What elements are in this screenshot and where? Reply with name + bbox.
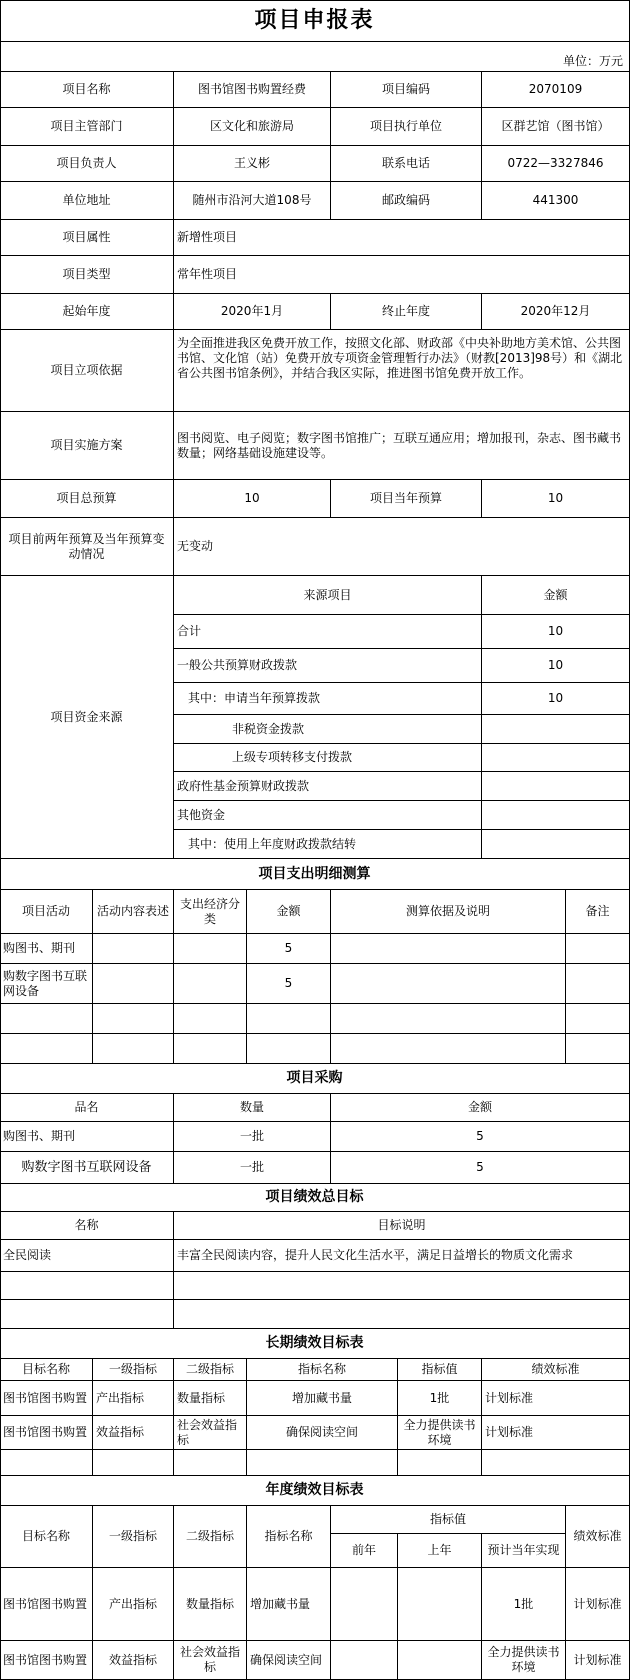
annual-prev1 <box>398 1641 482 1680</box>
goal-desc <box>174 1300 630 1329</box>
expense-basis <box>331 1004 566 1034</box>
longterm-value <box>398 1450 482 1476</box>
annual-current: 全力提供读书环境 <box>482 1641 566 1680</box>
expense-header: 备注 <box>566 890 630 934</box>
annual-l2: 数量指标 <box>174 1568 247 1641</box>
funds-row-name: 合计 <box>174 615 482 649</box>
goal-name <box>0 1300 174 1329</box>
funds-row-amount <box>482 830 630 859</box>
funds-amount-header: 金额 <box>482 576 630 615</box>
expense-content <box>93 964 174 1004</box>
expense-amount: 5 <box>247 934 331 964</box>
goal-header: 名称 <box>0 1212 174 1240</box>
funds-row-name: 上级专项转移支付拨款 <box>174 744 482 772</box>
attribute-value: 新增性项目 <box>174 220 630 256</box>
phone-value: 0722—3327846 <box>482 146 630 182</box>
goal-desc <box>174 1272 630 1300</box>
expense-basis <box>331 934 566 964</box>
longterm-l2: 社会效益指标 <box>174 1416 247 1450</box>
start-year-label: 起始年度 <box>0 294 174 330</box>
funds-row-amount <box>482 715 630 744</box>
longterm-header: 目标名称 <box>0 1359 93 1381</box>
total-budget-value: 10 <box>174 480 331 518</box>
annual-header-prev2: 前年 <box>331 1534 398 1568</box>
total-budget-label: 项目总预算 <box>0 480 174 518</box>
goal-name: 全民阅读 <box>0 1240 174 1272</box>
annual-header-l1: 一级指标 <box>93 1506 174 1568</box>
expense-content <box>93 1004 174 1034</box>
expense-activity: 购图书、期刊 <box>0 934 93 964</box>
annual-target: 图书馆图书购置 <box>0 1641 93 1680</box>
project-name-value: 图书馆图书购置经费 <box>174 72 331 108</box>
basis-label: 项目立项依据 <box>0 330 174 412</box>
annual-indicator: 增加藏书量 <box>247 1568 331 1641</box>
project-name-label: 项目名称 <box>0 72 174 108</box>
end-year-label: 终止年度 <box>331 294 482 330</box>
funds-row-name: 其中：使用上年度财政拨款结转 <box>174 830 482 859</box>
project-code-value: 2070109 <box>482 72 630 108</box>
annual-header-prev1: 上年 <box>398 1534 482 1568</box>
goal-header: 目标说明 <box>174 1212 630 1240</box>
annual-prev1 <box>398 1568 482 1641</box>
funds-row-amount: 10 <box>482 649 630 683</box>
end-year-value: 2020年12月 <box>482 294 630 330</box>
zip-label: 邮政编码 <box>331 182 482 220</box>
longterm-standard: 计划标准 <box>482 1416 630 1450</box>
phone-label: 联系电话 <box>331 146 482 182</box>
expense-basis <box>331 964 566 1004</box>
expense-category <box>174 1034 247 1064</box>
longterm-value: 1批 <box>398 1381 482 1416</box>
address-value: 随州市沿河大道108号 <box>174 182 331 220</box>
annual-prev2 <box>331 1568 398 1641</box>
annual-current: 1批 <box>482 1568 566 1641</box>
annual-header-l2: 二级指标 <box>174 1506 247 1568</box>
funds-source-header: 来源项目 <box>174 576 482 615</box>
longterm-l1 <box>93 1450 174 1476</box>
funds-row-amount <box>482 772 630 801</box>
leader-value: 王义彬 <box>174 146 331 182</box>
expense-note <box>566 964 630 1004</box>
expense-category <box>174 964 247 1004</box>
expense-content <box>93 1034 174 1064</box>
goal-section-title: 项目绩效总目标 <box>0 1184 630 1212</box>
expense-category <box>174 1004 247 1034</box>
annual-prev2 <box>331 1641 398 1680</box>
zip-value: 441300 <box>482 182 630 220</box>
annual-header-value: 指标值 <box>331 1506 566 1534</box>
basis-value: 为全面推进我区免费开放工作，按照文化部、财政部《中央补助地方美术馆、公共图书馆、文化馆（站）免费开放专项资金管理暂行办法》（财教[2013]98号）和《湖北省公共图书馆条例》，并结合我区实际，推进图书馆免费开放工作。 <box>174 330 630 412</box>
annual-indicator: 确保阅读空间 <box>247 1641 331 1680</box>
annual-section-title: 年度绩效目标表 <box>0 1476 630 1506</box>
annual-header-standard: 绩效标准 <box>566 1506 630 1568</box>
procure-qty: 一批 <box>174 1152 331 1184</box>
procure-qty: 一批 <box>174 1122 331 1152</box>
expense-activity <box>0 1034 93 1064</box>
expense-header: 支出经济分类 <box>174 890 247 934</box>
funds-row-name: 一般公共预算财政拨款 <box>174 649 482 683</box>
form-title: 项目申报表 <box>0 0 630 42</box>
annual-target: 图书馆图书购置 <box>0 1568 93 1641</box>
unit-label: 单位：万元 <box>0 42 630 72</box>
annual-header-current: 预计当年实现 <box>482 1534 566 1568</box>
address-label: 单位地址 <box>0 182 174 220</box>
annual-header-indicator: 指标名称 <box>247 1506 331 1568</box>
expense-activity <box>0 1004 93 1034</box>
expense-activity: 购数字图书互联网设备 <box>0 964 93 1004</box>
longterm-header: 绩效标准 <box>482 1359 630 1381</box>
expense-amount <box>247 1034 331 1064</box>
longterm-header: 指标值 <box>398 1359 482 1381</box>
longterm-l2 <box>174 1450 247 1476</box>
longterm-indicator: 增加藏书量 <box>247 1381 398 1416</box>
expense-amount: 5 <box>247 964 331 1004</box>
annual-header-target: 目标名称 <box>0 1506 93 1568</box>
goal-desc: 丰富全民阅读内容，提升人民文化生活水平，满足日益增长的物质文化需求 <box>174 1240 630 1272</box>
annual-standard: 计划标准 <box>566 1568 630 1641</box>
expense-category <box>174 934 247 964</box>
expense-note <box>566 1034 630 1064</box>
procure-item: 购图书、期刊 <box>0 1122 174 1152</box>
longterm-l2: 数量指标 <box>174 1381 247 1416</box>
procure-header: 数量 <box>174 1094 331 1122</box>
expense-note <box>566 1004 630 1034</box>
expense-header: 金额 <box>247 890 331 934</box>
procure-amount: 5 <box>331 1152 630 1184</box>
expense-content <box>93 934 174 964</box>
procure-header: 品名 <box>0 1094 174 1122</box>
exec-unit-value: 区群艺馆（图书馆） <box>482 108 630 146</box>
expense-basis <box>331 1034 566 1064</box>
exec-unit-label: 项目执行单位 <box>331 108 482 146</box>
funds-label: 项目资金来源 <box>0 576 174 859</box>
longterm-standard: 计划标准 <box>482 1381 630 1416</box>
funds-row-name: 其他资金 <box>174 801 482 830</box>
procure-item: 购数字图书互联网设备 <box>0 1152 174 1184</box>
annual-l1: 效益指标 <box>93 1641 174 1680</box>
funds-row-amount: 10 <box>482 683 630 715</box>
plan-label: 项目实施方案 <box>0 412 174 480</box>
expense-header: 测算依据及说明 <box>331 890 566 934</box>
longterm-value: 全力提供读书环境 <box>398 1416 482 1450</box>
longterm-target: 图书馆图书购置 <box>0 1416 93 1450</box>
dept-label: 项目主管部门 <box>0 108 174 146</box>
project-code-label: 项目编码 <box>331 72 482 108</box>
longterm-target: 图书馆图书购置 <box>0 1381 93 1416</box>
funds-row-amount <box>482 744 630 772</box>
procure-header: 金额 <box>331 1094 630 1122</box>
funds-row-amount <box>482 801 630 830</box>
longterm-indicator: 确保阅读空间 <box>247 1416 398 1450</box>
funds-row-name: 政府性基金预算财政拨款 <box>174 772 482 801</box>
year-budget-value: 10 <box>482 480 630 518</box>
expense-amount <box>247 1004 331 1034</box>
year-budget-label: 项目当年预算 <box>331 480 482 518</box>
procure-section-title: 项目采购 <box>0 1064 630 1094</box>
funds-row-name: 非税资金拨款 <box>174 715 482 744</box>
longterm-standard <box>482 1450 630 1476</box>
type-value: 常年性项目 <box>174 256 630 294</box>
goal-name <box>0 1272 174 1300</box>
longterm-header: 二级指标 <box>174 1359 247 1381</box>
expense-note <box>566 934 630 964</box>
longterm-l1: 效益指标 <box>93 1416 174 1450</box>
change-value: 无变动 <box>174 518 630 576</box>
longterm-section-title: 长期绩效目标表 <box>0 1329 630 1359</box>
funds-row-amount: 10 <box>482 615 630 649</box>
funds-row-name: 其中：申请当年预算拨款 <box>174 683 482 715</box>
change-label: 项目前两年预算及当年预算变动情况 <box>0 518 174 576</box>
type-label: 项目类型 <box>0 256 174 294</box>
expense-section-title: 项目支出明细测算 <box>0 859 630 890</box>
annual-l1: 产出指标 <box>93 1568 174 1641</box>
leader-label: 项目负责人 <box>0 146 174 182</box>
annual-standard: 计划标准 <box>566 1641 630 1680</box>
longterm-indicator <box>247 1450 398 1476</box>
longterm-header: 指标名称 <box>247 1359 398 1381</box>
longterm-header: 一级指标 <box>93 1359 174 1381</box>
longterm-l1: 产出指标 <box>93 1381 174 1416</box>
expense-header: 项目活动 <box>0 890 93 934</box>
plan-value: 图书阅览、电子阅览；数字图书馆推广；互联互通应用；增加报刊，杂志、图书藏书数量；网络基础设施建设等。 <box>174 412 630 480</box>
procure-amount: 5 <box>331 1122 630 1152</box>
dept-value: 区文化和旅游局 <box>174 108 331 146</box>
start-year-value: 2020年1月 <box>174 294 331 330</box>
expense-header: 活动内容表述 <box>93 890 174 934</box>
annual-l2: 社会效益指标 <box>174 1641 247 1680</box>
longterm-target <box>0 1450 93 1476</box>
attribute-label: 项目属性 <box>0 220 174 256</box>
